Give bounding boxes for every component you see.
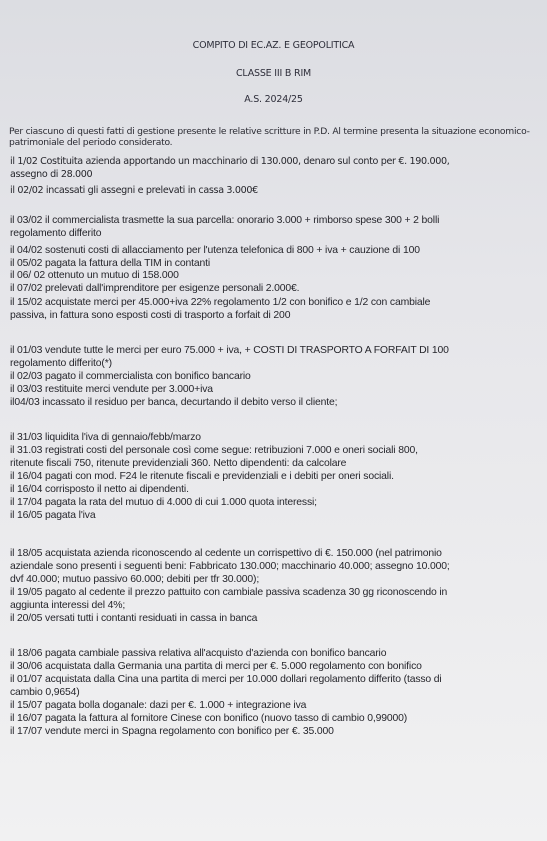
- transaction-line: passiva, in fattura sono esposti costi di trasporto a forfait di 200: [10, 310, 291, 321]
- transaction-line: il 03/03 restituite merci vendute per 3.000+iva: [10, 384, 213, 395]
- transaction-line: cambio 0,9654): [10, 687, 80, 698]
- transaction-line: dvf 40.000; mutuo passivo 60.000; debiti per tfr 30.000);: [10, 574, 260, 585]
- transaction-line: il 15/07 pagata bolla doganale: dazi per €. 1.000 + integrazione iva: [10, 700, 307, 711]
- document-title: COMPITO DI EC.AZ. E GEOPOLITICA: [192, 40, 355, 51]
- transaction-line: il 20/05 versati tutti i contanti residuati in cassa in banca: [10, 613, 258, 624]
- transaction-line: regolamento differito(*): [10, 358, 112, 369]
- transaction-line: il 05/02 pagata la fattura della TIM in contanti: [10, 258, 210, 269]
- transaction-line: il 18/06 pagata cambiale passiva relativa all'acquisto d'azienda con bonifico bancario: [10, 648, 387, 659]
- transaction-line: aggiunta interessi del 4%;: [10, 600, 126, 611]
- class-label: CLASSE III B RIM: [235, 68, 312, 79]
- transaction-line: aziendale sono presenti i seguenti beni: Fabbricato 130.000; macchinario 40.000; assegno 10.000;: [10, 561, 450, 572]
- transaction-line: il 07/02 prelevati dall'imprenditore per esigenze personali 2.000€.: [10, 283, 300, 294]
- transaction-line: il04/03 incassato il residuo per banca, decurtando il debito verso il cliente;: [10, 397, 338, 408]
- transaction-line: il 15/02 acquistate merci per 45.000+iva 22% regolamento 1/2 con bonifico e 1/2 con cambiale: [10, 297, 431, 308]
- transaction-line: il 01/03 vendute tutte le merci per euro 75.000 + iva, + COSTI DI TRASPORTO A FORFAIT DI 100: [10, 345, 449, 356]
- school-year: A.S. 2024/25: [244, 94, 303, 105]
- transaction-line: il 16/04 corrisposto il netto ai dipendenti.: [10, 484, 189, 495]
- transaction-line: il 30/06 acquistata dalla Germania una partita di merci per €. 5.000 regolamento con bonifico: [10, 661, 422, 672]
- transaction-line: il 18/05 acquistata azienda riconoscendo al cedente un corrispettivo di €. 150.000 (nel patrimonio: [10, 548, 442, 559]
- transaction-line: ritenute fiscali 750, ritenute previdenziali 360. Netto dipendenti: da calcolare: [10, 458, 347, 469]
- transaction-line: il 04/02 sostenuti costi di allacciamento per l'utenza telefonica di 800 + iva + cauzione di 100: [10, 245, 420, 256]
- transaction-line: il 16/07 pagata la fattura al fornitore Cinese con bonifico (nuovo tasso di cambio 0,99000): [10, 713, 408, 724]
- instructions-paragraph: Per ciascuno di questi fatti di gestione presente le relative scritture in P.D. Al termine presenta la situazione economico-patrimoniale del periodo considerato.: [9, 126, 530, 148]
- transaction-line: regolamento differito: [10, 228, 102, 239]
- transaction-line: il 02/03 pagato il commercialista con bonifico bancario: [10, 371, 251, 382]
- transaction-line: il 19/05 pagato al cedente il prezzo pattuito con cambiale passiva scadenza 30 gg riconoscendo in: [10, 587, 448, 598]
- transaction-line: il 31/03 liquidita l'iva di gennaio/febb/marzo: [10, 432, 201, 443]
- transaction-line: il 16/05 pagata l'iva: [10, 510, 96, 521]
- transaction-line: il 16/04 pagati con mod. F24 le ritenute fiscali e previdenziali e i debiti per oneri sociali.: [10, 471, 394, 482]
- transaction-line: assegno di 28.000: [10, 169, 93, 180]
- transaction-line: il 02/02 incassati gli assegni e prelevati in cassa 3.000€: [10, 185, 258, 196]
- transaction-line: il 01/07 acquistata dalla Cina una partita di merci per 10.000 dollari regolamento differito (tasso di: [10, 674, 442, 685]
- transaction-line: il 17/07 vendute merci in Spagna regolamento con bonifico per €. 35.000: [10, 726, 334, 737]
- transaction-line: il 03/02 il commercialista trasmette la sua parcella: onorario 3.000 + rimborso spese 300 + 2 bolli: [10, 215, 440, 226]
- transaction-line: il 06/ 02 ottenuto un mutuo di 158.000: [10, 270, 179, 281]
- transaction-line: il 17/04 pagata la rata del mutuo di 4.000 di cui 1.000 quota interessi;: [10, 497, 317, 508]
- transaction-line: il 1/02 Costituita azienda apportando un macchinario di 130.000, denaro sul conto per €. 190.000,: [10, 156, 450, 167]
- transaction-line: il 31.03 registrati costi del personale così come segue: retribuzioni 7.000 e oneri sociali 800,: [10, 445, 418, 456]
